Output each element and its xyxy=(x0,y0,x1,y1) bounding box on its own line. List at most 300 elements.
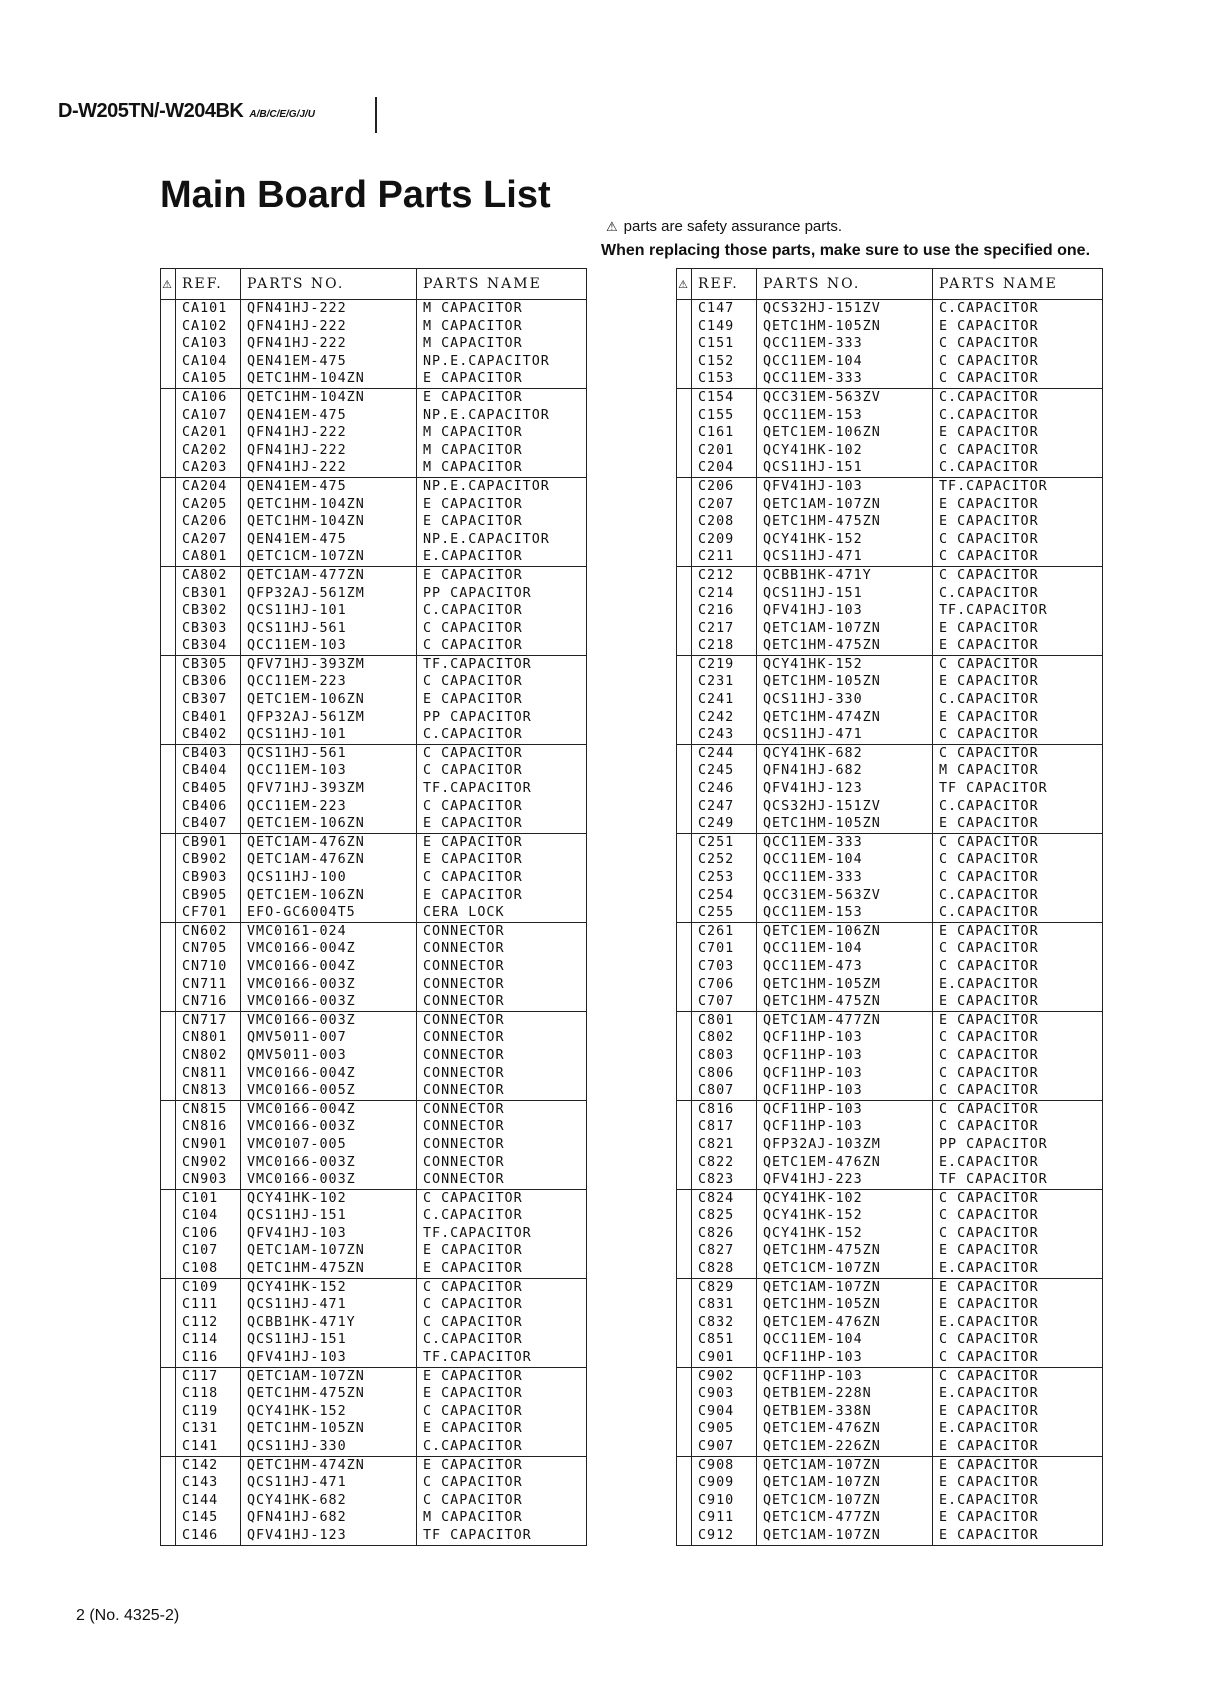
table-row xyxy=(161,459,587,477)
safety-mark-cell xyxy=(161,1367,176,1385)
table-row xyxy=(161,407,587,425)
part-name-cell: M CAPACITOR xyxy=(417,442,587,460)
part-number-cell: QETC1HM-475ZN xyxy=(757,513,933,531)
ref-cell: C824 xyxy=(692,1189,757,1207)
part-name-cell: E CAPACITOR xyxy=(417,851,587,869)
part-name-cell: CERA LOCK xyxy=(417,904,587,922)
part-name-cell: C.CAPACITOR xyxy=(417,1331,587,1349)
table-row xyxy=(677,1296,1103,1314)
part-name-cell: C.CAPACITOR xyxy=(417,726,587,744)
ref-cell: CA801 xyxy=(176,548,241,566)
safety-mark-cell xyxy=(677,655,692,673)
table-row xyxy=(677,833,1103,851)
part-name-cell: E.CAPACITOR xyxy=(933,1420,1103,1438)
part-name-cell: E CAPACITOR xyxy=(933,513,1103,531)
safety-mark-cell xyxy=(677,798,692,816)
ref-cell: CA106 xyxy=(176,388,241,406)
part-number-cell: QCY41HK-102 xyxy=(241,1189,417,1207)
part-number-cell: QETC1HM-475ZN xyxy=(757,1242,933,1260)
part-number-cell: QETC1HM-475ZN xyxy=(757,993,933,1011)
part-number-cell: QCF11HP-103 xyxy=(757,1029,933,1047)
ref-cell: C255 xyxy=(692,904,757,922)
part-name-cell: C CAPACITOR xyxy=(933,1118,1103,1136)
ref-cell: C217 xyxy=(692,620,757,638)
table-row xyxy=(161,1225,587,1243)
part-name-cell: C CAPACITOR xyxy=(933,1029,1103,1047)
table-row xyxy=(161,1314,587,1332)
ref-cell: CB902 xyxy=(176,851,241,869)
part-number-cell: QETC1AM-476ZN xyxy=(241,851,417,869)
table-row xyxy=(677,798,1103,816)
part-name-cell: C CAPACITOR xyxy=(933,655,1103,673)
safety-mark-cell xyxy=(161,1438,176,1456)
part-name-cell: C CAPACITOR xyxy=(933,851,1103,869)
table-row xyxy=(677,496,1103,514)
safety-note xyxy=(606,218,842,235)
ref-cell: CN811 xyxy=(176,1065,241,1083)
ref-cell: CB303 xyxy=(176,620,241,638)
safety-mark-cell xyxy=(677,513,692,531)
part-number-cell: QCS32HJ-151ZV xyxy=(757,798,933,816)
table-row xyxy=(161,1207,587,1225)
ref-cell: C828 xyxy=(692,1260,757,1278)
part-number-cell: VMC0166-003Z xyxy=(241,976,417,994)
table-row xyxy=(161,1331,587,1349)
ref-cell: CN816 xyxy=(176,1118,241,1136)
part-number-cell: VMC0166-004Z xyxy=(241,940,417,958)
ref-cell: C116 xyxy=(176,1349,241,1367)
part-number-cell: QCY41HK-102 xyxy=(757,1189,933,1207)
part-number-cell: VMC0166-003Z xyxy=(241,1154,417,1172)
part-name-cell: E CAPACITOR xyxy=(417,833,587,851)
safety-mark-cell xyxy=(677,1065,692,1083)
table-row xyxy=(161,442,587,460)
table-row xyxy=(677,1118,1103,1136)
part-name-cell: C CAPACITOR xyxy=(417,744,587,762)
part-number-cell: QFV71HJ-393ZM xyxy=(241,655,417,673)
safety-mark-cell xyxy=(677,1260,692,1278)
part-name-cell: CONNECTOR xyxy=(417,1082,587,1100)
ref-cell: C114 xyxy=(176,1331,241,1349)
part-number-cell: QETC1HM-474ZN xyxy=(241,1456,417,1474)
part-number-cell: QCC11EM-333 xyxy=(757,869,933,887)
ref-cell: C214 xyxy=(692,585,757,603)
part-number-cell: QETC1AM-107ZN xyxy=(241,1367,417,1385)
safety-mark-cell xyxy=(677,1314,692,1332)
ref-cell: CB901 xyxy=(176,833,241,851)
table-row xyxy=(677,1385,1103,1403)
part-name-cell: CONNECTOR xyxy=(417,1065,587,1083)
model-number: D-W205TN/-W204BK xyxy=(58,100,244,122)
safety-mark-cell xyxy=(161,1189,176,1207)
safety-mark-cell xyxy=(677,1029,692,1047)
part-name-cell: E CAPACITOR xyxy=(417,513,587,531)
part-name-cell: C CAPACITOR xyxy=(933,940,1103,958)
part-name-cell: E.CAPACITOR xyxy=(933,1314,1103,1332)
part-number-cell: QETC1AM-107ZN xyxy=(757,1278,933,1296)
part-name-cell: C CAPACITOR xyxy=(933,335,1103,353)
part-number-cell: QFP32AJ-561ZM xyxy=(241,709,417,727)
table-row xyxy=(677,655,1103,673)
ref-cell: C153 xyxy=(692,370,757,388)
part-number-cell: QETC1AM-107ZN xyxy=(757,620,933,638)
ref-cell: CB404 xyxy=(176,762,241,780)
part-name-cell: TF.CAPACITOR xyxy=(933,602,1103,620)
table-row xyxy=(677,1527,1103,1545)
part-name-cell: E CAPACITOR xyxy=(933,1438,1103,1456)
table-row xyxy=(677,726,1103,744)
part-name-cell: E CAPACITOR xyxy=(417,691,587,709)
ref-cell: C104 xyxy=(176,1207,241,1225)
safety-mark-cell xyxy=(677,922,692,940)
safety-mark-cell xyxy=(161,1011,176,1029)
ref-cell: C211 xyxy=(692,548,757,566)
table-row xyxy=(677,762,1103,780)
ref-cell: CN602 xyxy=(176,922,241,940)
model-suffix: A/B/C/E/G/J/U xyxy=(249,109,315,120)
part-name-cell: E.CAPACITOR xyxy=(933,1260,1103,1278)
part-name-cell: NP.E.CAPACITOR xyxy=(417,477,587,495)
part-number-cell: QMV5011-007 xyxy=(241,1029,417,1047)
table-row xyxy=(161,1136,587,1154)
ref-cell: C816 xyxy=(692,1100,757,1118)
ref-cell: C247 xyxy=(692,798,757,816)
part-number-cell: QCBB1HK-471Y xyxy=(241,1314,417,1332)
part-name-cell: C.CAPACITOR xyxy=(417,602,587,620)
safety-mark-cell xyxy=(677,1296,692,1314)
part-name-cell: C CAPACITOR xyxy=(933,548,1103,566)
part-name-cell: TF CAPACITOR xyxy=(933,780,1103,798)
safety-mark-cell xyxy=(161,513,176,531)
part-name-cell: E CAPACITOR xyxy=(933,1474,1103,1492)
ref-cell: CB402 xyxy=(176,726,241,744)
table-row xyxy=(161,655,587,673)
part-number-cell: QFV41HJ-103 xyxy=(241,1349,417,1367)
table-row xyxy=(161,887,587,905)
part-name-cell: TF.CAPACITOR xyxy=(417,655,587,673)
table-row xyxy=(677,388,1103,406)
safety-mark-cell xyxy=(161,585,176,603)
ref-cell: CA105 xyxy=(176,370,241,388)
table-row xyxy=(677,1029,1103,1047)
part-number-cell: QCS11HJ-151 xyxy=(241,1331,417,1349)
part-number-cell: QCS11HJ-330 xyxy=(757,691,933,709)
part-number-cell: QFV41HJ-103 xyxy=(241,1225,417,1243)
safety-mark-cell xyxy=(161,1349,176,1367)
ref-cell: CN711 xyxy=(176,976,241,994)
table-row xyxy=(161,744,587,762)
part-name-cell: TF.CAPACITOR xyxy=(417,1225,587,1243)
table-row xyxy=(677,976,1103,994)
part-number-cell: QETC1CM-477ZN xyxy=(757,1509,933,1527)
safety-mark-cell xyxy=(161,1100,176,1118)
safety-mark-cell xyxy=(677,1385,692,1403)
part-name-cell: C CAPACITOR xyxy=(417,762,587,780)
table-row xyxy=(161,1082,587,1100)
ref-cell: C243 xyxy=(692,726,757,744)
safety-mark-cell xyxy=(161,1154,176,1172)
part-number-cell: QETC1HM-105ZN xyxy=(241,1420,417,1438)
ref-cell: C829 xyxy=(692,1278,757,1296)
safety-mark-cell xyxy=(677,851,692,869)
safety-mark-cell xyxy=(677,993,692,1011)
ref-cell: CA104 xyxy=(176,353,241,371)
ref-cell: CB302 xyxy=(176,602,241,620)
part-number-cell: QCY41HK-152 xyxy=(241,1278,417,1296)
ref-cell: C206 xyxy=(692,477,757,495)
safety-mark-cell xyxy=(677,1171,692,1189)
table-row xyxy=(677,869,1103,887)
table-row xyxy=(161,1474,587,1492)
part-number-cell: QCC11EM-333 xyxy=(757,335,933,353)
part-name-cell: E CAPACITOR xyxy=(417,1420,587,1438)
safety-mark-cell xyxy=(161,300,176,318)
part-name-cell: E CAPACITOR xyxy=(933,673,1103,691)
part-name-cell: CONNECTOR xyxy=(417,1047,587,1065)
ref-cell: C147 xyxy=(692,300,757,318)
part-name-cell: E CAPACITOR xyxy=(417,388,587,406)
safety-mark-cell xyxy=(677,1189,692,1207)
ref-cell: CN901 xyxy=(176,1136,241,1154)
part-number-cell: QCC11EM-333 xyxy=(757,370,933,388)
safety-mark-cell xyxy=(677,318,692,336)
ref-cell: C249 xyxy=(692,815,757,833)
part-name-column-header: PARTS NAME xyxy=(417,269,587,300)
safety-mark-cell xyxy=(677,335,692,353)
part-number-cell: QCS11HJ-330 xyxy=(241,1438,417,1456)
part-number-cell: QCC11EM-333 xyxy=(757,833,933,851)
ref-cell: C112 xyxy=(176,1314,241,1332)
part-name-cell: C CAPACITOR xyxy=(417,869,587,887)
ref-cell: C802 xyxy=(692,1029,757,1047)
part-number-cell: VMC0166-005Z xyxy=(241,1082,417,1100)
table-row xyxy=(677,300,1103,318)
part-number-cell: QETC1HM-475ZN xyxy=(241,1260,417,1278)
table-row xyxy=(161,1154,587,1172)
part-number-cell: QCS11HJ-100 xyxy=(241,869,417,887)
safety-column-header xyxy=(677,269,692,300)
part-name-cell: TF CAPACITOR xyxy=(417,1527,587,1545)
table-row xyxy=(161,1065,587,1083)
part-number-cell: QFN41HJ-222 xyxy=(241,442,417,460)
part-number-cell: QCS32HJ-151ZV xyxy=(757,300,933,318)
part-name-cell: TF.CAPACITOR xyxy=(417,780,587,798)
safety-mark-cell xyxy=(677,370,692,388)
part-name-cell: C.CAPACITOR xyxy=(933,300,1103,318)
safety-mark-cell xyxy=(161,477,176,495)
ref-cell: C241 xyxy=(692,691,757,709)
safety-mark-cell xyxy=(161,869,176,887)
part-name-cell: C CAPACITOR xyxy=(417,1403,587,1421)
table-row xyxy=(161,370,587,388)
part-number-cell: QCS11HJ-471 xyxy=(757,726,933,744)
ref-cell: C261 xyxy=(692,922,757,940)
part-number-cell: QFN41HJ-222 xyxy=(241,459,417,477)
table-row xyxy=(677,904,1103,922)
part-name-cell: C CAPACITOR xyxy=(933,744,1103,762)
ref-cell: C911 xyxy=(692,1509,757,1527)
table-row xyxy=(161,1385,587,1403)
part-name-cell: C CAPACITOR xyxy=(933,370,1103,388)
safety-mark-cell xyxy=(677,1474,692,1492)
part-name-cell: C.CAPACITOR xyxy=(933,459,1103,477)
part-name-cell: E CAPACITOR xyxy=(417,496,587,514)
ref-cell: C106 xyxy=(176,1225,241,1243)
part-name-cell: C CAPACITOR xyxy=(933,566,1103,584)
part-name-cell: E CAPACITOR xyxy=(933,1278,1103,1296)
table-row xyxy=(161,1260,587,1278)
safety-mark-cell xyxy=(677,1349,692,1367)
safety-mark-cell xyxy=(677,459,692,477)
part-name-cell: E CAPACITOR xyxy=(417,566,587,584)
part-number-cell: QETC1HM-474ZN xyxy=(757,709,933,727)
ref-cell: C910 xyxy=(692,1492,757,1510)
part-name-cell: M CAPACITOR xyxy=(417,1509,587,1527)
part-name-cell: C CAPACITOR xyxy=(417,1474,587,1492)
safety-mark-cell xyxy=(161,887,176,905)
ref-cell: C851 xyxy=(692,1331,757,1349)
table-row xyxy=(161,1438,587,1456)
safety-mark-cell xyxy=(161,904,176,922)
table-row xyxy=(161,993,587,1011)
part-name-cell: E CAPACITOR xyxy=(933,1242,1103,1260)
part-number-cell: QETC1AM-107ZN xyxy=(757,496,933,514)
part-number-cell: QFP32AJ-561ZM xyxy=(241,585,417,603)
table-row xyxy=(677,531,1103,549)
safety-mark-cell xyxy=(677,1011,692,1029)
safety-mark-cell xyxy=(161,1082,176,1100)
part-number-cell: QETC1EM-476ZN xyxy=(757,1154,933,1172)
part-number-cell: QETC1AM-107ZN xyxy=(757,1474,933,1492)
part-name-cell: E CAPACITOR xyxy=(933,1296,1103,1314)
table-row xyxy=(161,1367,587,1385)
parts-table-left xyxy=(160,268,587,1546)
safety-mark-cell xyxy=(677,976,692,994)
part-name-cell: C CAPACITOR xyxy=(417,620,587,638)
ref-cell: CB406 xyxy=(176,798,241,816)
warning-triangle-icon: ⚠ xyxy=(162,278,174,291)
part-name-cell: NP.E.CAPACITOR xyxy=(417,407,587,425)
safety-mark-cell xyxy=(677,833,692,851)
part-number-cell: QCC11EM-104 xyxy=(757,851,933,869)
ref-cell: C823 xyxy=(692,1171,757,1189)
ref-cell: C118 xyxy=(176,1385,241,1403)
part-name-cell: C CAPACITOR xyxy=(933,1065,1103,1083)
safety-mark-cell xyxy=(677,637,692,655)
safety-mark-cell xyxy=(161,958,176,976)
safety-mark-cell xyxy=(677,887,692,905)
part-name-cell: E CAPACITOR xyxy=(417,1456,587,1474)
safety-mark-cell xyxy=(161,620,176,638)
ref-cell: C108 xyxy=(176,1260,241,1278)
safety-mark-cell xyxy=(161,496,176,514)
table-row xyxy=(677,1065,1103,1083)
part-number-cell: QCY41HK-152 xyxy=(757,655,933,673)
part-number-cell: QETC1EM-106ZN xyxy=(241,887,417,905)
safety-mark-cell xyxy=(677,620,692,638)
part-number-cell: QFN41HJ-682 xyxy=(757,762,933,780)
table-row xyxy=(677,709,1103,727)
ref-cell: C703 xyxy=(692,958,757,976)
ref-cell: CN813 xyxy=(176,1082,241,1100)
ref-cell: CN716 xyxy=(176,993,241,1011)
table-row xyxy=(161,477,587,495)
ref-cell: CN801 xyxy=(176,1029,241,1047)
ref-cell: CA207 xyxy=(176,531,241,549)
safety-mark-cell xyxy=(161,655,176,673)
table-row xyxy=(677,1331,1103,1349)
table-row xyxy=(161,1029,587,1047)
part-name-cell: E CAPACITOR xyxy=(933,1403,1103,1421)
safety-mark-cell xyxy=(161,780,176,798)
part-number-cell: QETC1HM-105ZN xyxy=(757,815,933,833)
part-number-cell: QETC1HM-104ZN xyxy=(241,370,417,388)
part-name-cell: M CAPACITOR xyxy=(417,335,587,353)
safety-mark-cell xyxy=(677,1100,692,1118)
ref-cell: C807 xyxy=(692,1082,757,1100)
part-number-cell: QCS11HJ-151 xyxy=(757,585,933,603)
ref-cell: C801 xyxy=(692,1011,757,1029)
ref-cell: C212 xyxy=(692,566,757,584)
table-row xyxy=(161,798,587,816)
table-row xyxy=(677,1420,1103,1438)
part-number-cell: QETC1EM-476ZN xyxy=(757,1420,933,1438)
part-name-cell: C CAPACITOR xyxy=(933,442,1103,460)
safety-mark-cell xyxy=(161,993,176,1011)
part-name-cell: C CAPACITOR xyxy=(933,869,1103,887)
safety-mark-cell xyxy=(677,442,692,460)
safety-mark-cell xyxy=(161,1296,176,1314)
ref-cell: C142 xyxy=(176,1456,241,1474)
ref-cell: CA205 xyxy=(176,496,241,514)
ref-cell: C117 xyxy=(176,1367,241,1385)
safety-mark-cell xyxy=(161,335,176,353)
ref-cell: C143 xyxy=(176,1474,241,1492)
part-number-cell: VMC0107-005 xyxy=(241,1136,417,1154)
table-row xyxy=(677,335,1103,353)
part-number-cell: QCS11HJ-561 xyxy=(241,744,417,762)
ref-cell: C101 xyxy=(176,1189,241,1207)
part-name-cell: CONNECTOR xyxy=(417,1029,587,1047)
part-number-cell: QFV41HJ-123 xyxy=(241,1527,417,1545)
table-row xyxy=(677,1278,1103,1296)
table-row xyxy=(677,548,1103,566)
part-name-cell: C CAPACITOR xyxy=(417,1189,587,1207)
part-name-cell: CONNECTOR xyxy=(417,1154,587,1172)
table-row xyxy=(677,318,1103,336)
part-name-cell: C CAPACITOR xyxy=(933,726,1103,744)
table-row xyxy=(161,726,587,744)
part-number-cell: QETC1HM-104ZN xyxy=(241,513,417,531)
part-number-cell: QCC11EM-223 xyxy=(241,798,417,816)
table-row xyxy=(161,1011,587,1029)
part-name-cell: E.CAPACITOR xyxy=(933,1154,1103,1172)
part-number-cell: QCS11HJ-471 xyxy=(757,548,933,566)
ref-cell: CB401 xyxy=(176,709,241,727)
table-row xyxy=(161,1278,587,1296)
part-number-cell: QETC1AM-107ZN xyxy=(241,1242,417,1260)
safety-mark-cell xyxy=(677,1118,692,1136)
part-number-cell: QCS11HJ-101 xyxy=(241,726,417,744)
safety-mark-cell xyxy=(677,1207,692,1225)
safety-mark-cell xyxy=(161,744,176,762)
safety-mark-cell xyxy=(677,424,692,442)
ref-cell: C155 xyxy=(692,407,757,425)
ref-cell: C251 xyxy=(692,833,757,851)
safety-mark-cell xyxy=(677,744,692,762)
table-row xyxy=(161,1492,587,1510)
safety-mark-cell xyxy=(677,869,692,887)
